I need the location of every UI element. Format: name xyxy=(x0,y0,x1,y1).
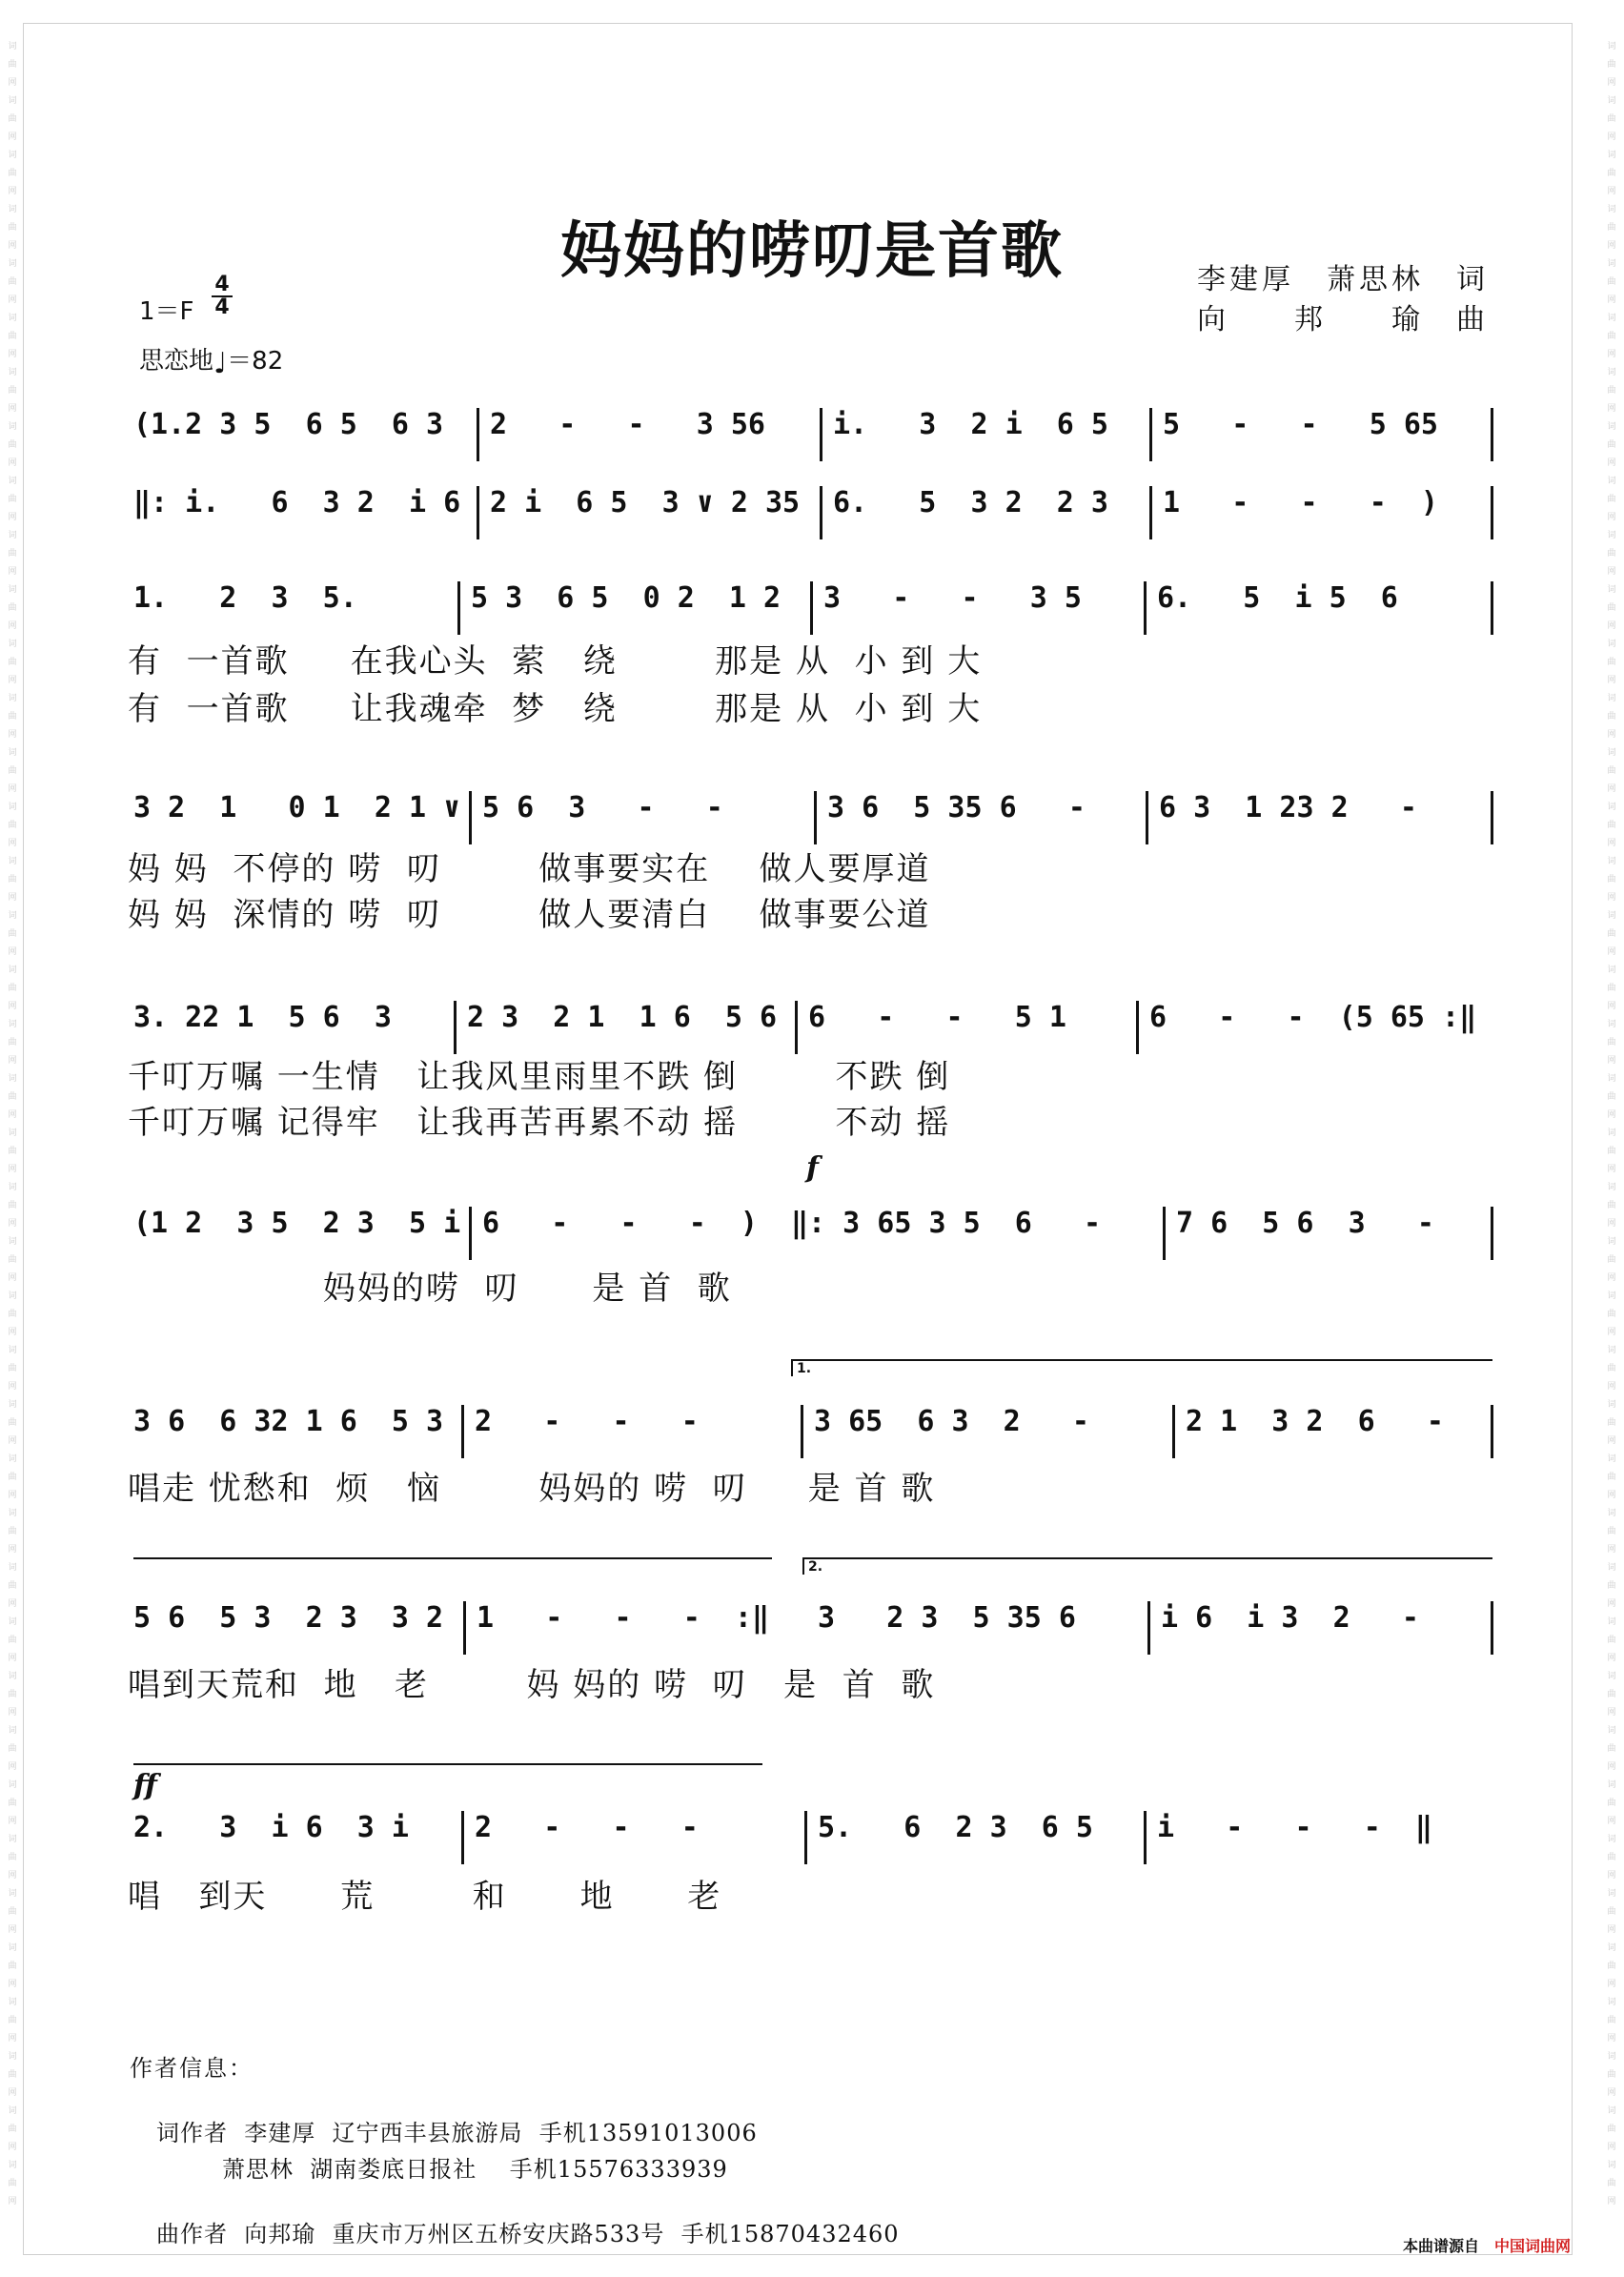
barline xyxy=(1491,581,1493,635)
barline xyxy=(457,581,460,635)
measure: 5. 6 2 3 6 5 xyxy=(818,1811,1093,1844)
measure: ‖: i. 6 3 2 i 6 xyxy=(133,486,461,519)
source-brand-link[interactable]: 中国词曲网 xyxy=(1494,2237,1572,2255)
measure: 6 3 1 23 2 - xyxy=(1159,791,1417,824)
barline xyxy=(469,791,472,844)
volta-bracket-second: 2. xyxy=(802,1557,1492,1575)
barline xyxy=(454,1001,457,1054)
dynamic-fortissimo: ff xyxy=(133,1769,157,1802)
lyric-refrain: 唱 到天 荒 和 地 老 xyxy=(128,1878,722,1916)
measure: 6 - - 5 1 xyxy=(808,1001,1066,1034)
author-info-line: 词作者 李建厚 辽宁西丰县旅游局 手机13591013006 xyxy=(156,2120,758,2146)
barline xyxy=(461,1405,464,1458)
lyricist-credit: 李建厚 萧思林 词 xyxy=(1197,263,1489,296)
barline xyxy=(477,408,479,461)
measure: i 6 i 3 2 - xyxy=(1161,1601,1419,1635)
measure: i - - - ‖ xyxy=(1157,1811,1432,1844)
barline xyxy=(1163,1207,1166,1260)
watermark-strip-left: 词 曲 网 词 曲 网 词 曲 网 词 曲 网 词 曲 网 词 曲 网 词 曲 网 词 曲 网 词 曲 网 词 曲 网 词 曲 网 词 曲 网 词 曲 网 词 曲 网 词 曲 网 词 曲 网 词 曲 网 词 曲 网 词 曲 网 词 曲 网 词 曲 网 词 曲 网 词 曲 网 词 曲 网 词 曲 网 词 曲 网 词 曲 网 词 曲 网 词 曲 网 词 曲 网 词 曲 网 词 曲 网 词 曲 网 词 曲 网 词 曲 网 词 曲 网 词 曲 网 词 曲 网 词 曲 网 词 曲 网 xyxy=(8,42,17,2206)
quarter-note-icon: ♩ xyxy=(213,347,228,380)
measure: (1 2 3 5 2 3 5 i xyxy=(133,1207,461,1240)
measure: 2 3 2 1 1 6 5 6 xyxy=(467,1001,778,1034)
measure: 3 2 1 0 1 2 1 ∨ xyxy=(133,791,461,824)
barline xyxy=(1491,486,1493,539)
lyric-verse-1: 有 一首歌 在我心头 萦 绕 那是 从 小 到 大 xyxy=(128,642,983,681)
volta-line xyxy=(133,1557,772,1559)
barline xyxy=(1149,486,1152,539)
volta-line xyxy=(133,1763,762,1765)
measure: 3 65 6 3 2 - xyxy=(814,1405,1089,1438)
measure: 3 - - 3 5 xyxy=(823,581,1082,615)
barline xyxy=(1149,408,1152,461)
tempo-marking xyxy=(139,341,283,380)
barline xyxy=(1491,408,1493,461)
measure: 5 - - 5 65 xyxy=(1163,408,1438,441)
key-signature: 1＝F xyxy=(139,297,194,326)
lyric-verse-1: 妈 妈 不停的 唠 叨 做事要实在 做人要厚道 xyxy=(128,850,931,888)
measure: 3 6 6 32 1 6 5 3 xyxy=(133,1405,444,1438)
barline xyxy=(820,486,822,539)
measure: 3 6 5 35 6 - xyxy=(827,791,1086,824)
barline xyxy=(1136,1001,1139,1054)
author-info-line: 曲作者 向邦瑜 重庆市万州区五桥安庆路533号 手机15870432460 xyxy=(156,2221,900,2247)
time-signature-bottom: 4 xyxy=(214,295,230,319)
barline xyxy=(477,486,479,539)
measure: 1. 2 3 5. xyxy=(133,581,357,615)
lyric-refrain: 唱到天荒和 地 老 妈 妈的 唠 叨 是 首 歌 xyxy=(128,1666,936,1704)
tempo-text: 思恋地 xyxy=(139,347,214,376)
lyric-verse-2: 妈 妈 深情的 唠 叨 做人要清白 做事要公道 xyxy=(128,896,931,934)
measure: 5 3 6 5 0 2 1 2 xyxy=(471,581,782,615)
score-line xyxy=(133,408,1487,475)
barline xyxy=(1146,791,1148,844)
author-info-line: 萧思林 湖南娄底日报社 手机15576333939 xyxy=(156,2156,728,2183)
measure: 6 - - (5 65 :‖ xyxy=(1149,1001,1477,1034)
measure: 2 - - 3 56 xyxy=(490,408,765,441)
lyric-verse-2: 有 一首歌 让我魂牵 梦 绕 那是 从 小 到 大 xyxy=(128,690,983,728)
tempo-value: ＝82 xyxy=(227,347,284,376)
barline xyxy=(1144,1811,1147,1864)
volta-bracket-first: 1. xyxy=(791,1359,1492,1376)
measure: 2. 3 i 6 3 i xyxy=(133,1811,409,1844)
barline xyxy=(804,1811,807,1864)
song-title: 妈妈的唠叨是首歌 xyxy=(560,215,1064,287)
barline xyxy=(1491,791,1493,844)
time-signature-top: 4 xyxy=(212,274,233,297)
score-line xyxy=(133,1811,1487,1878)
measure: ‖: 3 65 3 5 6 - xyxy=(791,1207,1102,1240)
barline xyxy=(820,408,822,461)
measure: 2 - - - xyxy=(475,1811,699,1844)
measure: 1 - - - ) xyxy=(1163,486,1438,519)
measure: 6. 5 i 5 6 xyxy=(1157,581,1398,615)
measure: 2 i 6 5 3 ∨ 2 35 xyxy=(490,486,801,519)
barline xyxy=(461,1811,464,1864)
measure: 6 - - - ) xyxy=(482,1207,758,1240)
measure: 3 2 3 5 35 6 xyxy=(818,1601,1076,1635)
barline xyxy=(814,791,817,844)
barline xyxy=(1144,581,1147,635)
source-prefix: 本曲谱源自 xyxy=(1403,2237,1480,2255)
measure: 2 1 3 2 6 - xyxy=(1186,1405,1444,1438)
composer-credit: 向 邦 瑜 曲 xyxy=(1197,303,1489,336)
measure: 3. 22 1 5 6 3 xyxy=(133,1001,392,1034)
measure: 6. 5 3 2 2 3 xyxy=(833,486,1108,519)
source-credit xyxy=(1403,2234,1571,2256)
author-info-heading: 作者信息： xyxy=(130,2055,254,2082)
measure: 5 6 5 3 2 3 3 2 xyxy=(133,1601,444,1635)
watermark-strip-right: 词 曲 网 词 曲 网 词 曲 网 词 曲 网 词 曲 网 词 曲 网 词 曲 网 词 曲 网 词 曲 网 词 曲 网 词 曲 网 词 曲 网 词 曲 网 词 曲 网 词 曲 网 词 曲 网 词 曲 网 词 曲 网 词 曲 网 词 曲 网 词 曲 网 词 曲 网 词 曲 网 词 曲 网 词 曲 网 词 曲 网 词 曲 网 词 曲 网 词 曲 网 词 曲 网 词 曲 网 词 曲 网 词 曲 网 词 曲 网 词 曲 网 词 曲 网 词 曲 网 词 曲 网 词 曲 网 词 曲 网 xyxy=(1607,42,1616,2206)
barline xyxy=(1491,1405,1493,1458)
measure: 1 - - - :‖ xyxy=(477,1601,770,1635)
barline xyxy=(1491,1601,1493,1655)
lyric-refrain: 唱走 忧愁和 烦 恼 妈妈的 唠 叨 是 首 歌 xyxy=(128,1470,936,1508)
barline xyxy=(795,1001,798,1054)
dynamic-forte: f xyxy=(806,1151,819,1185)
barline xyxy=(469,1207,472,1260)
score-line xyxy=(133,486,1487,553)
time-signature xyxy=(212,274,233,318)
measure: 2 - - - xyxy=(475,1405,699,1438)
lyric-verse-2: 千叮万嘱 记得牢 让我再苦再累不动 摇 不动 摇 xyxy=(128,1104,951,1142)
barline xyxy=(1491,1207,1493,1260)
measure: (1.2 3 5 6 5 6 3 xyxy=(133,408,444,441)
barline xyxy=(801,1405,803,1458)
lyric-verse-1: 千叮万嘱 一生情 让我风里雨里不跌 倒 不跌 倒 xyxy=(128,1058,951,1096)
barline xyxy=(463,1601,466,1655)
barline xyxy=(1172,1405,1175,1458)
barline xyxy=(810,581,813,635)
measure: 5 6 3 - - xyxy=(482,791,723,824)
measure: i. 3 2 i 6 5 xyxy=(833,408,1108,441)
lyric-refrain: 妈妈的唠 叨 是 首 歌 xyxy=(128,1270,732,1308)
barline xyxy=(1147,1601,1150,1655)
measure: 7 6 5 6 3 - xyxy=(1176,1207,1434,1240)
